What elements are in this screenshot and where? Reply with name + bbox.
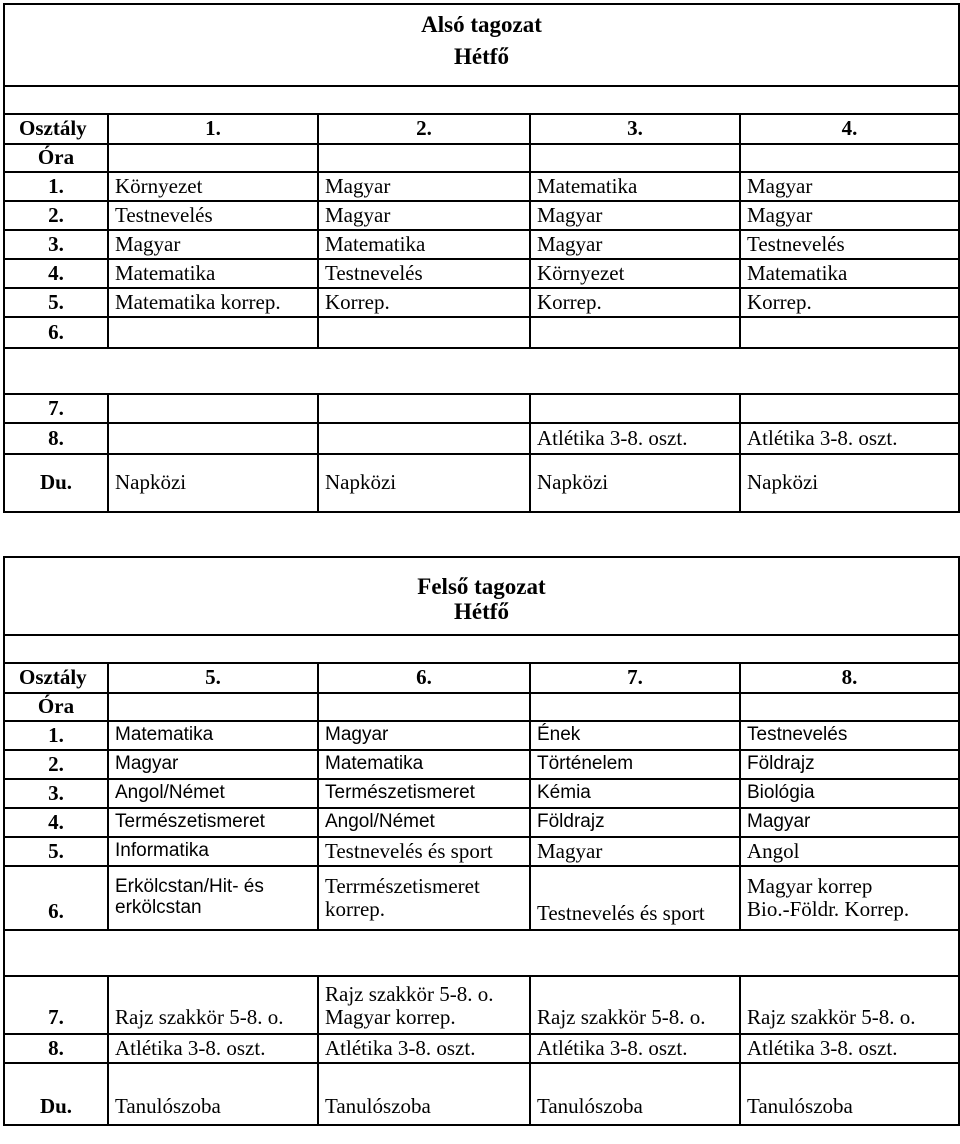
lower-hour: 7. <box>4 394 108 423</box>
upper-cell-line: Rajz szakkör 5-8. o. <box>747 1004 916 1029</box>
upper-cell-line: Testnevelés és sport <box>537 900 705 925</box>
table-row <box>4 259 959 288</box>
upper-cell: Testnevelés és sport <box>318 837 530 866</box>
upper-cell-line: Rajz szakkör 5-8. o. <box>537 1004 706 1029</box>
lower-cell: Matematika <box>740 259 959 288</box>
upper-cell-line: Terrmészetismeret <box>325 873 480 898</box>
upper-class-6: 6. <box>318 663 530 693</box>
upper-cell: Angol <box>740 837 959 866</box>
table-row <box>4 837 959 866</box>
lower-cell: Korrep. <box>530 288 740 317</box>
table-row <box>4 866 959 930</box>
table-row <box>4 750 959 779</box>
upper-cell: Atlétika 3-8. oszt. <box>740 1034 959 1063</box>
lower-title: Alsó tagozat <box>4 4 959 44</box>
upper-hour: Du. <box>4 1063 108 1125</box>
lower-hour: 3. <box>4 230 108 259</box>
lower-cell: Testnevelés <box>740 230 959 259</box>
upper-hour: 6. <box>4 866 108 930</box>
upper-cell: Földrajz <box>740 750 959 779</box>
lower-cell: Környezet <box>530 259 740 288</box>
lower-cell: Matematika <box>108 259 318 288</box>
lower-cell: Napközi <box>530 454 740 512</box>
lower-class-label: Osztály <box>4 114 108 144</box>
table-row <box>4 976 959 1034</box>
upper-cell: Atlétika 3-8. oszt. <box>530 1034 740 1063</box>
lower-cell: Atlétika 3-8. oszt. <box>530 423 740 454</box>
upper-class-5: 5. <box>108 663 318 693</box>
upper-hour: 5. <box>4 837 108 866</box>
upper-cell: Magyar <box>318 721 530 750</box>
upper-cell-line: Bio.-Földr. Korrep. <box>747 897 910 921</box>
upper-cell: Magyar <box>740 808 959 837</box>
lower-cell: Magyar <box>108 230 318 259</box>
lower-class-1: 1. <box>108 114 318 144</box>
lower-class-4: 4. <box>740 114 959 144</box>
upper-cell: Atlétika 3-8. oszt. <box>108 1034 318 1063</box>
upper-cell: Angol/Német <box>108 779 318 808</box>
upper-cell: Történelem <box>530 750 740 779</box>
lower-cell: Magyar <box>530 201 740 230</box>
upper-cell: Informatika <box>108 837 318 866</box>
upper-title: Felső tagozat <box>4 557 959 599</box>
lower-day: Hétfő <box>4 44 959 86</box>
table-row <box>4 454 959 512</box>
table-row <box>4 423 959 454</box>
lower-spacer <box>4 86 959 114</box>
upper-cell: Ének <box>530 721 740 750</box>
lower-cell: Magyar <box>740 172 959 201</box>
upper-day: Hétfő <box>4 599 959 635</box>
lower-cell: Magyar <box>318 172 530 201</box>
table-row <box>4 317 959 348</box>
lower-cell: Környezet <box>108 172 318 201</box>
table-row <box>4 1034 959 1063</box>
upper-hour: 2. <box>4 750 108 779</box>
upper-cell: Tanulószoba <box>530 1063 740 1125</box>
upper-cell: Testnevelés <box>740 721 959 750</box>
upper-cell: Matematika <box>318 750 530 779</box>
upper-cell: Magyar <box>530 837 740 866</box>
upper-hour-label: Óra <box>4 693 108 721</box>
upper-cell: Földrajz <box>530 808 740 837</box>
upper-class-7: 7. <box>530 663 740 693</box>
upper-class-label: Osztály <box>4 663 108 693</box>
upper-cell-line: Rajz szakkör 5-8. o. <box>115 1004 284 1029</box>
lower-cell: Magyar <box>318 201 530 230</box>
lower-cell: Testnevelés <box>318 259 530 288</box>
lower-cell: Matematika <box>530 172 740 201</box>
lower-class-2: 2. <box>318 114 530 144</box>
lower-cell: Napközi <box>318 454 530 512</box>
upper-cell-line: Erkölcstan/Hit- és <box>115 876 264 898</box>
upper-cell-line: Rajz szakkör 5-8. o. <box>325 981 494 1006</box>
lower-hour: Du. <box>4 454 108 512</box>
lower-cell: Korrep. <box>740 288 959 317</box>
upper-cell: Biológia <box>740 779 959 808</box>
upper-cell-line: Magyar korrep <box>747 873 873 898</box>
upper-cell: Tanulószoba <box>740 1063 959 1125</box>
table-row <box>4 288 959 317</box>
lower-hour: 2. <box>4 201 108 230</box>
table-row <box>4 779 959 808</box>
table-row <box>4 172 959 201</box>
upper-cell-line: korrep. <box>325 897 386 921</box>
upper-cell-line: Magyar korrep. <box>325 1004 456 1029</box>
lower-hour: 5. <box>4 288 108 317</box>
lower-cell: Atlétika 3-8. oszt. <box>740 423 959 454</box>
lower-cell: Korrep. <box>318 288 530 317</box>
lower-hour-label: Óra <box>4 144 108 172</box>
upper-timetable <box>3 556 960 1126</box>
lower-cell: Napközi <box>740 454 959 512</box>
lower-cell: Napközi <box>108 454 318 512</box>
upper-cell: Magyar <box>108 750 318 779</box>
upper-hour: 3. <box>4 779 108 808</box>
upper-cell: Kémia <box>530 779 740 808</box>
lower-hour: 1. <box>4 172 108 201</box>
upper-spacer <box>4 635 959 663</box>
lower-timetable <box>3 3 960 513</box>
lower-class-3: 3. <box>530 114 740 144</box>
table-row <box>4 230 959 259</box>
lower-cell: Magyar <box>530 230 740 259</box>
table-row <box>4 201 959 230</box>
table-row <box>4 394 959 423</box>
table-row <box>4 808 959 837</box>
upper-cell: Természetismeret <box>318 779 530 808</box>
table-row <box>4 721 959 750</box>
upper-cell: Matematika <box>108 721 318 750</box>
upper-hour: 4. <box>4 808 108 837</box>
upper-class-8: 8. <box>740 663 959 693</box>
upper-hour: 7. <box>4 976 108 1034</box>
upper-cell: Angol/Német <box>318 808 530 837</box>
lower-hour: 4. <box>4 259 108 288</box>
lower-cell: Testnevelés <box>108 201 318 230</box>
upper-cell: Atlétika 3-8. oszt. <box>318 1034 530 1063</box>
lower-cell: Magyar <box>740 201 959 230</box>
upper-cell-line: erkölcstan <box>115 897 202 918</box>
table-row <box>4 1063 959 1125</box>
lower-cell: Matematika korrep. <box>108 288 318 317</box>
upper-cell: Természetismeret <box>108 808 318 837</box>
upper-cell: Tanulószoba <box>318 1063 530 1125</box>
lower-hour: 8. <box>4 423 108 454</box>
lower-hour: 6. <box>4 317 108 348</box>
upper-hour: 1. <box>4 721 108 750</box>
lower-cell: Matematika <box>318 230 530 259</box>
upper-hour: 8. <box>4 1034 108 1063</box>
upper-cell: Tanulószoba <box>108 1063 318 1125</box>
